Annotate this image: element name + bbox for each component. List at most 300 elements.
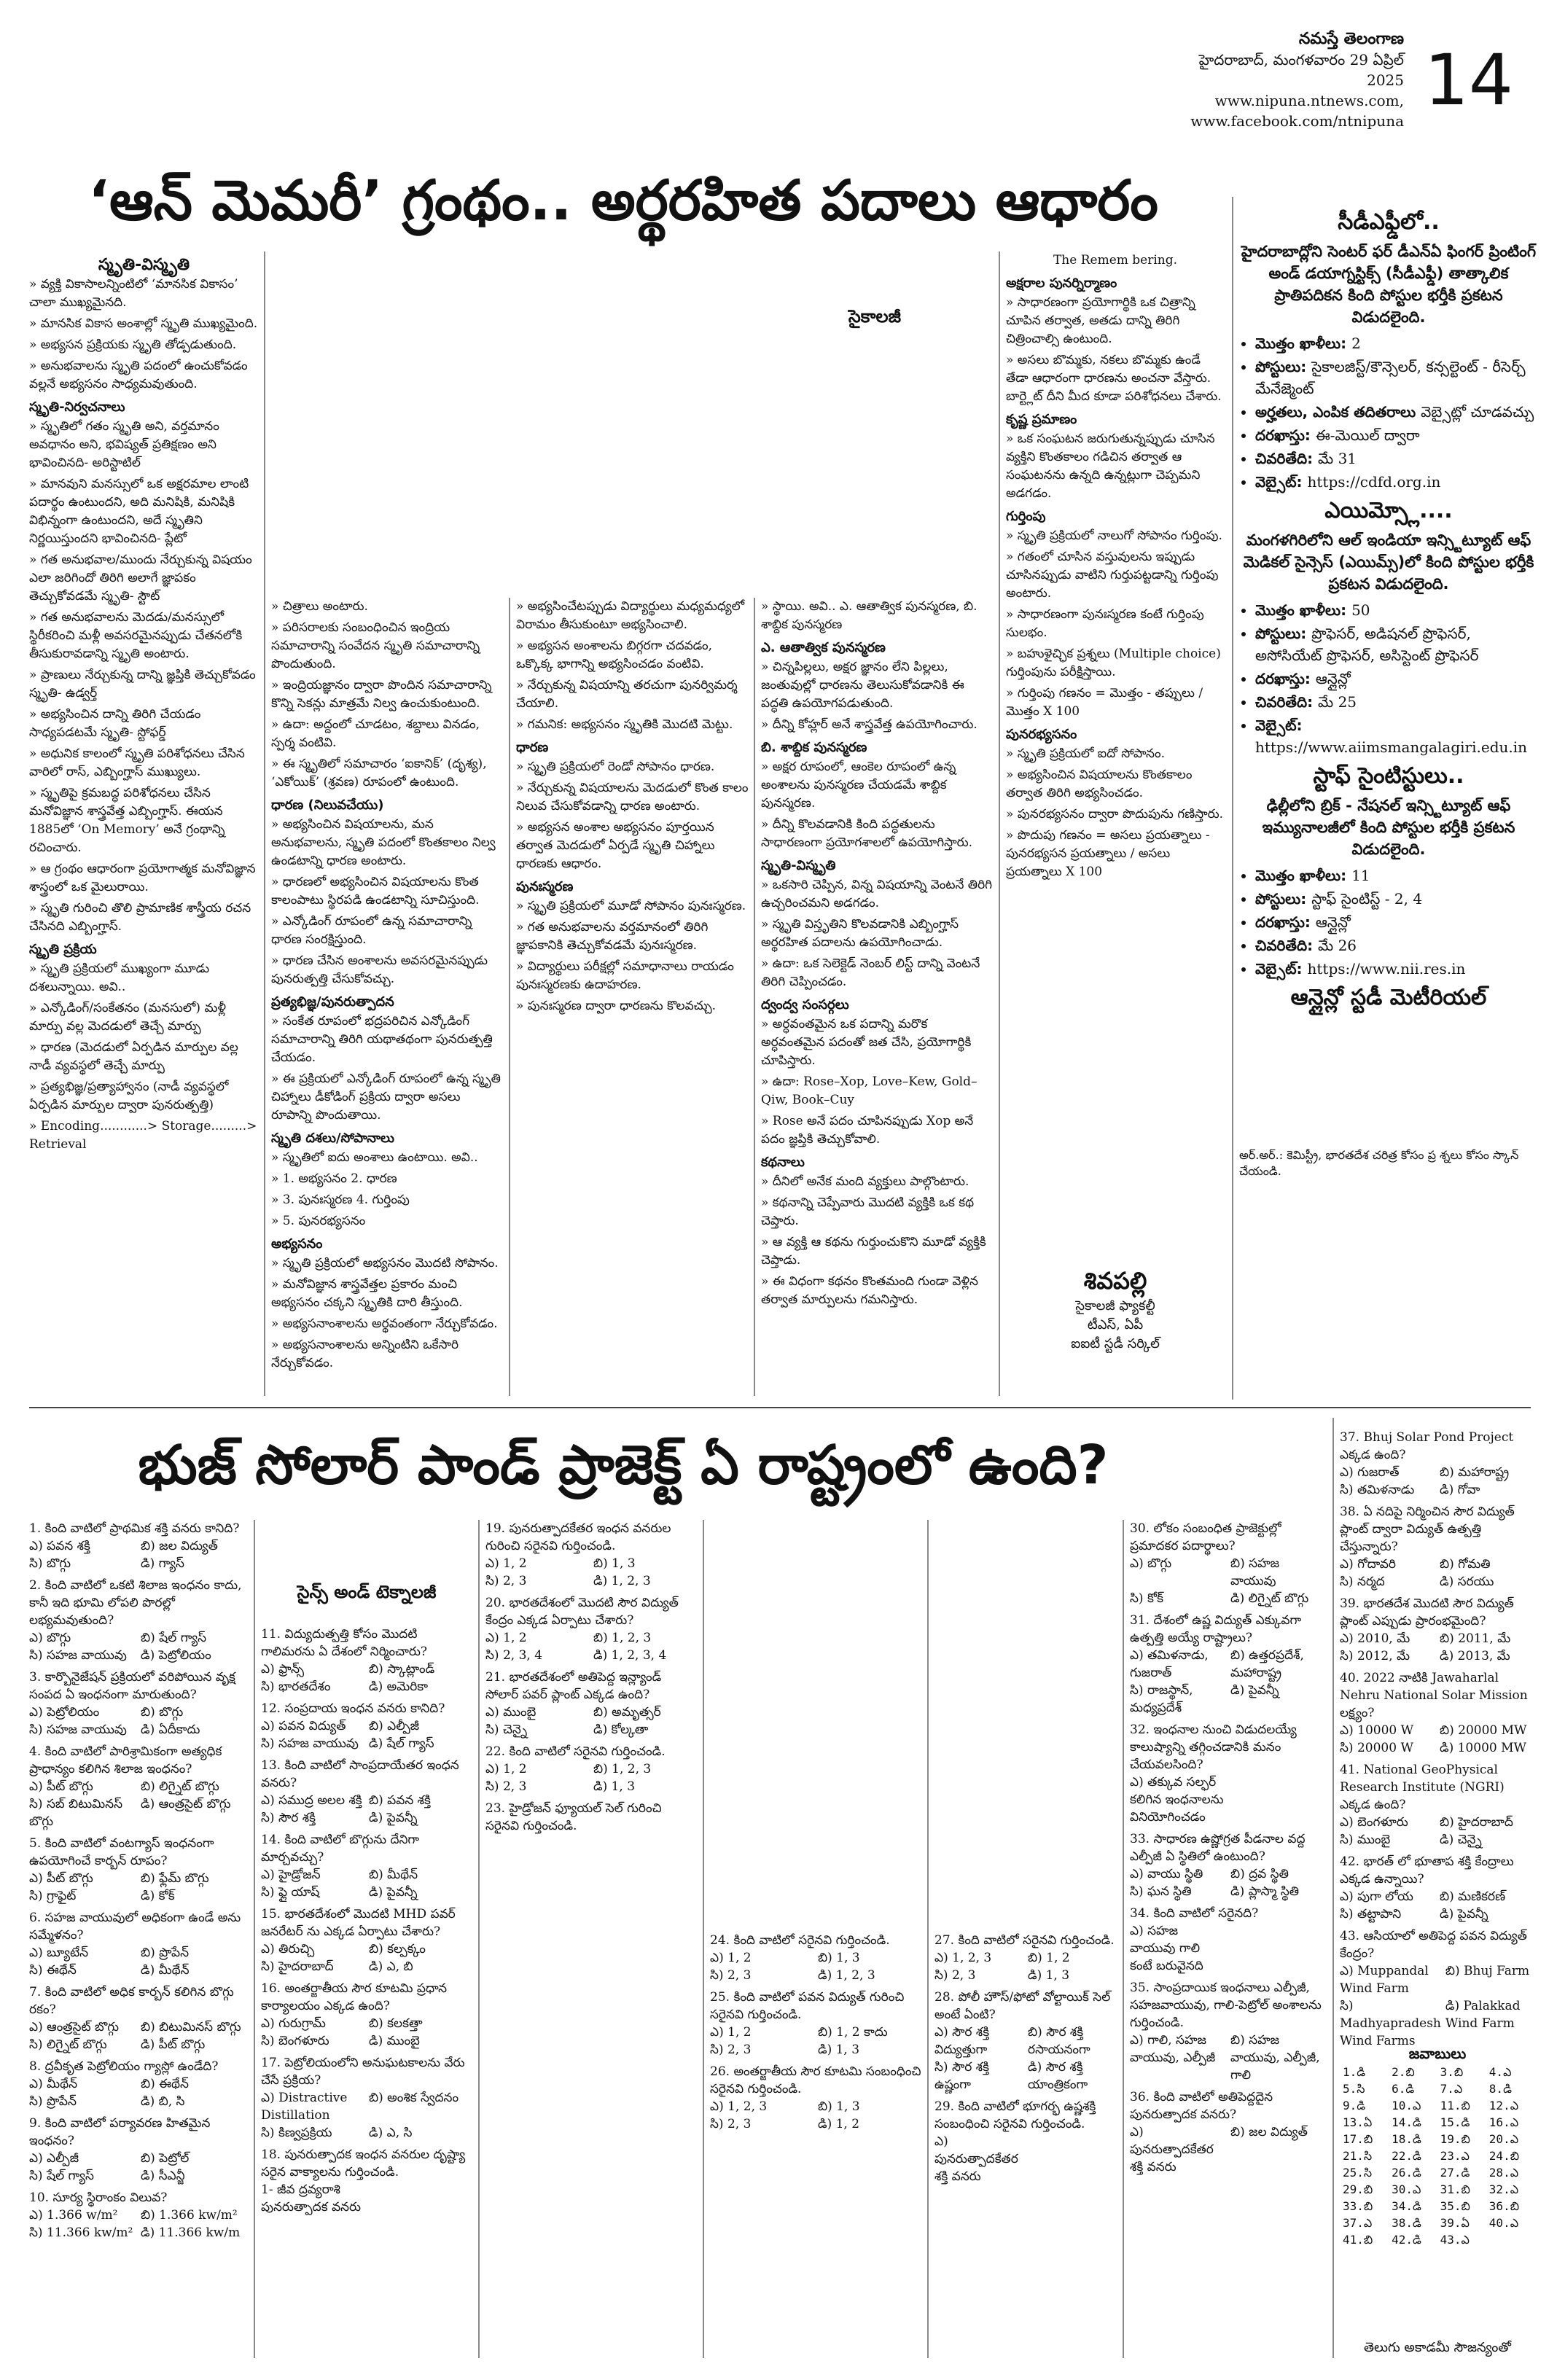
- question-text: 23. హైడ్రోజన్ ఫ్యూయల్ సెల్ గురించి సరైనవి గుర్తించండి.: [485, 1801, 662, 1833]
- paragraph: » స్మృతి ప్రక్రియలో నాలుగో సోపానం గుర్తింపు.: [1006, 528, 1222, 543]
- author-name: శివపల్లి: [1083, 1267, 1147, 1295]
- answer-cell: 18.డి: [1392, 2132, 1421, 2146]
- question-option: బి) ద్రవ స్థితి: [1230, 1867, 1289, 1881]
- quiz-question: [1130, 1612, 1327, 1717]
- paragraph: » స్మృతిపై క్రమబద్ధ పరిశోధనలు చేసిన మనోవిజ్ఞాన శాస్త్రవేత్త ఎబ్బింగ్హాస్. ఈయన 1885లో ‘On Memory’ అనే గ్రంథాన్ని రచించారు.: [29, 786, 225, 855]
- psych-col3b-list: [516, 758, 749, 873]
- psych-col-1: [29, 251, 259, 1396]
- paragraph: » Rose అనే పదం చూపినప్పుడు Xop అనే పదం జ్ఞప్తికి తెచ్చుకోవాలి.: [761, 1114, 974, 1147]
- paragraph: » స్మృతి ప్రక్రియలో ఐదో సోపానం.: [1006, 746, 1166, 761]
- job-detail-item: • అర్హతలు, ఎంపిక తదితరాలు వెబ్సైట్లో చూడవచ్చు: [1255, 401, 1538, 423]
- question-option: సి) 2, 3: [710, 2117, 752, 2131]
- question-option: బి) జల విద్యుత్: [1230, 2125, 1308, 2139]
- answer-cell: 16.ఎ: [1488, 2115, 1519, 2129]
- question-option: సి) Madhyapradesh Wind Farms: [1340, 1999, 1441, 2048]
- paragraph: » 1. అభ్యసనం 2. ధారణ: [271, 1171, 397, 1186]
- answer-cell: 3.బి: [1440, 2065, 1464, 2079]
- question-option: డి) Palakkad Wind Farm: [1445, 1999, 1521, 2031]
- question-text: 22. కింది వాటిలో సరైనవి గుర్తించండి.: [485, 1744, 666, 1759]
- answer-cell: 8.డి: [1488, 2082, 1512, 2096]
- quiz-question: [29, 1743, 248, 1830]
- psych-col4-sub5: కథనాలు: [761, 1155, 805, 1170]
- paragraph: » స్మృతి ప్రక్రియలో ముఖ్యంగా మూడు దశలున్నాయి. అవి..: [29, 961, 210, 994]
- paragraph: » చిన్నపిల్లలు, అక్షర జ్ఞానం లేని పిల్లలు, జంతువుల్లో ధారణను తెలుసుకోవడానికి ఈ పద్ధతి ఉపయోగపడుతుంది.: [761, 660, 964, 711]
- question-option: బి) 1, 2 కాదు: [818, 2025, 888, 2040]
- question-text: 9. కింది వాటిలో పర్యావరణ హితమైన ఇంధనం?: [29, 2116, 211, 2148]
- science-col-3: [485, 1520, 697, 2358]
- psych-col5-top: The Remem bering.: [1053, 253, 1178, 268]
- answer-cell: 19.బి: [1440, 2132, 1470, 2146]
- quiz-question: [1130, 1721, 1327, 1826]
- psych-col-2: [271, 598, 504, 1396]
- psych-col1-title: స్మృతి-విస్మృతి: [98, 256, 190, 274]
- psych-col4d-list: [761, 876, 994, 991]
- quiz-question: [485, 1520, 697, 1590]
- paragraph: » Encoding............> Storage.........> Retrieval: [29, 1119, 257, 1152]
- answer-cell: 22.డి: [1392, 2149, 1421, 2163]
- job-detail-item: • పోస్టులు: స్టాఫ్ సైంటిస్ట్ - 2, 4: [1255, 888, 1538, 910]
- paragraph: » అభ్యసించిన దాన్ని తిరిగి చేయడం సాధ్యపడటమే స్మృతి- స్టోఫర్డ్: [29, 707, 201, 740]
- psych-col1-list: [29, 276, 259, 394]
- question-option: సి) 11.366 kw/m²: [29, 2225, 133, 2240]
- question-option: సి) రాజస్థాన్, మధ్యప్రదేశ్: [1130, 1683, 1193, 1715]
- jobs-block1-org: హైదరాబాద్లోని సెంటర్ ఫర్ డీఎన్ఏ ఫింగర్ ప్రింటింగ్ అండ్ డయాగ్నస్టిక్స్ (సీడీఎఫ్డీ) తాత్కాలిక ప్రాతిపదికన కింది పోస్టుల భర్తీకి ప్రకటన విడుదలైంది.: [1241, 243, 1537, 326]
- column-divider: [1332, 1418, 1334, 2358]
- question-text: 38. ఏ నదిపై నిర్మించిన సౌర విద్యుత్ ప్లాంట్ ద్వారా విద్యుత్ ఉత్పత్తి చేస్తున్నారు?: [1340, 1505, 1515, 1554]
- question-option: బి) 1, 3: [593, 1556, 636, 1571]
- column-divider: [254, 1520, 255, 2358]
- question-option: బి) 2011, మే: [1440, 1631, 1511, 1646]
- question-option: ఎ) పీట్ బొగ్గు: [29, 1871, 93, 1886]
- question-option: బి) 1, 2, 3: [593, 1631, 652, 1645]
- psych-col2-sub3: స్మృతి దశలు/సోపానాలు: [271, 1131, 394, 1146]
- question-option: డి) ఆంత్రసైట్ బొగ్గు: [141, 1797, 231, 1811]
- answer-row: [1340, 2097, 1535, 2114]
- jobs-block1-title: సీడీఎఫ్డీలో..: [1338, 209, 1440, 235]
- paragraph: » అభ్యసన ప్రక్రియకు స్మృతి తోడ్పడుతుంది.: [29, 338, 237, 352]
- paragraph: » స్మృతి విస్తృతిని కొలవడానికి ఎబ్బింగ్హాస్ అర్థరహిత పదాలను ఉపయోగించాడు.: [761, 917, 959, 950]
- answer-cell: 7.ఎ: [1440, 2082, 1463, 2096]
- question-text: 13. కింది వాటిలో సాంప్రదాయేతర ఇంధన వనరు?: [261, 1758, 459, 1790]
- question-option: ఎ) Distractive Distillation: [261, 2091, 348, 2123]
- quiz-question: [1130, 1905, 1327, 1975]
- paragraph: » స్మృతి ప్రక్రియలో మూడో సోపానం పునఃస్మరణ.: [516, 899, 746, 913]
- question-text: 15. భారతదేశంలో మొదటి MHD పవర్ జనరేటర్ ను ఎక్కడ ఏర్పాటు చేశారు?: [261, 1907, 456, 1939]
- answer-row: [1340, 2064, 1535, 2080]
- job-detail-item: • వెబ్సైట్: https://cdfd.org.in: [1255, 471, 1538, 493]
- psych-col-3: [516, 598, 749, 1396]
- paragraph: » పునరభ్యసనం ద్వారా పొదుపును గణిస్తారు.: [1006, 807, 1224, 822]
- paragraph: » ఎన్కోడింగ్ రూపంలో ఉన్న సమాచారాన్ని ధారణ సంరక్షిస్తుంది.: [271, 914, 472, 947]
- question-option: డి) సరయు: [1440, 1575, 1494, 1589]
- paragraph: » ప్రత్యభిజ్ఞ/ప్రత్యాహ్వానం (నాడీ వ్యవస్థలో ఏర్పడిన మార్పుల ద్వారా పునరుత్పత్తి): [29, 1080, 229, 1112]
- answer-cell: 13.ఏ: [1343, 2115, 1373, 2129]
- question-option: సి) 2, 3: [485, 1779, 527, 1794]
- psych-col5-sub3: గుర్తింపు: [1006, 509, 1046, 524]
- question-option: బి) మణికరణ్: [1440, 1889, 1506, 1904]
- author-byline: [1013, 1265, 1217, 1354]
- psych-col5-sub2: కృష్ణ ప్రమాణం: [1006, 412, 1077, 427]
- question-option: బి) 1.366 kw/m²: [141, 2208, 238, 2223]
- question-option: సి) బొగ్గు: [29, 1556, 71, 1571]
- jobs-block3-list: [1239, 865, 1538, 980]
- question-option: బి) లిగ్నైట్ బొగ్గు: [141, 1779, 219, 1794]
- paragraph: » అభ్యసించిన విషయాలను కొంతకాలం తర్వాత తిరిగి అభ్యసించడం.: [1006, 768, 1193, 800]
- question-option: డి) అమెరికా: [369, 1679, 429, 1694]
- question-text: 43. ఆసియాలో అతిపెద్ద పవన విద్యుత్ కేంద్రం?: [1340, 1929, 1527, 1961]
- answer-cell: [1486, 2231, 1535, 2248]
- answer-cell: 35.బి: [1440, 2199, 1470, 2213]
- quiz-question: [29, 2115, 248, 2185]
- question-option: ఎ) 1, 2: [485, 1631, 527, 1645]
- question-option: బి) ఎల్పీజీ: [369, 1719, 420, 1733]
- answer-cell: 41.బి: [1343, 2233, 1373, 2247]
- question-text: 18. పునరుత్పాదక ఇంధన వనరుల దృష్ట్యా సరైన వాక్యాలను గుర్తించండి.: [261, 2147, 466, 2180]
- author-line3: ఐఐటీ స్టడీ సర్కిల్: [1071, 1336, 1160, 1351]
- question-text: 11. విద్యుదుత్పత్తి కోసం మొదటి గాలిమరను ఏ దేశంలో నిర్మించారు?: [261, 1627, 427, 1659]
- question-option: ఎ) బొగ్గు: [1130, 1556, 1172, 1571]
- question-option: ఎ) 2010, మే: [1340, 1631, 1410, 1646]
- quiz-question: [710, 2063, 921, 2133]
- question-option: డి) మీథేన్: [141, 1963, 190, 1978]
- paragraph: » స్మృతి ప్రక్రియలో అభ్యసనం మొదటి సోపానం.: [271, 1256, 499, 1271]
- paragraph: » ఉదా: అద్దంలో చూడటం, శబ్దాలు వినడం, స్పర్శ వంటివి.: [271, 717, 480, 750]
- question-option: బి) సహజ వాయువు: [1230, 1556, 1280, 1588]
- question-text: 33. సాధారణ ఉష్ణోగ్రత పీడనాల వద్ద ఎల్పీజీ ఏ స్థితిలో ఉంటుంది?: [1130, 1832, 1306, 1864]
- question-option: బి) మీథేన్: [369, 1868, 418, 1882]
- quiz-question: [29, 1909, 248, 1979]
- quiz-question: [29, 1520, 248, 1572]
- paragraph: » ధారణలో అభ్యసించిన విషయాలను కొంత కాలంపాటు స్థిరపడి ఉండటాన్ని సూచిస్తుంది.: [271, 875, 480, 908]
- question-option: సి) 2, 3: [710, 1968, 752, 1983]
- answer-cell: 11.బి: [1440, 2099, 1470, 2112]
- question-option: ఎ) గాలి, సహజ వాయువు, ఎల్పీజీ: [1130, 2033, 1216, 2065]
- question-option: సి) ఫ్లై యాష్: [261, 1885, 320, 1900]
- column-divider: [1232, 197, 1233, 1400]
- quiz-question: [29, 1669, 248, 1739]
- question-option: బి) 1, 3: [818, 2099, 860, 2114]
- question-option: ఎ) ఆంత్రసైట్ బొగ్గు: [29, 2020, 120, 2034]
- psych-col4e-list: [761, 1015, 994, 1149]
- masthead-date: హైదరాబాద్, మంగళవారం 29 ఏప్రిల్ 2025: [1198, 51, 1404, 89]
- answer-row: [1340, 2147, 1535, 2164]
- question-option: సి) 2012, మే: [1340, 1649, 1410, 1663]
- job-detail-item: • మొత్తం ఖాళీలు: 11: [1255, 865, 1538, 886]
- psych-col-5: [1006, 251, 1225, 1265]
- quiz-question: [485, 1800, 697, 1835]
- question-option: డి) పైవన్నీ: [1230, 1683, 1279, 1698]
- answer-cell: 43.ఎ: [1440, 2233, 1470, 2247]
- question-option: ఎ) బెంగళూరు: [1340, 1815, 1408, 1830]
- science-col-6: [1130, 1520, 1327, 2358]
- answer-row: [1340, 2080, 1535, 2097]
- question-option: డి) బి, సి: [141, 2094, 185, 2109]
- psych-col3-sub2: పునఃస్మరణ: [516, 879, 574, 894]
- answer-cell: 9.డి: [1343, 2099, 1366, 2112]
- psych-col4c-list: [761, 758, 994, 852]
- question-option: సి) లిగ్నైట్ బొగ్గు: [29, 2037, 107, 2052]
- question-text: 2. కింది వాటిలో ఒకటి శిలాజ ఇంధనం కాదు, కానీ ఇది భూమి లోపలి పొరల్లో లభ్యమవుతుంది?: [29, 1578, 242, 1628]
- paragraph: » గత అనుభవాలను మెదడు/మనస్సులో స్థిరీకరించి మళ్లీ అవసరమైనప్పుడు చేతనలోకి తీసుకురావడాన్ని స్మృతి అంటారు.: [29, 610, 243, 661]
- answer-cell: 4.ఎ: [1488, 2065, 1512, 2079]
- question-option: డి) ముంబై: [369, 2034, 420, 2048]
- paragraph: » స్థాయి. అవి.. ఎ. ఆతాత్విక పునస్మరణ, బి. శాబ్దిక పునస్మరణ: [761, 599, 977, 632]
- question-option: బి) కల్పక్కం: [369, 1942, 426, 1956]
- question-option: ఎ) పవన శక్తి: [29, 1539, 90, 1553]
- job-detail-item: • మొత్తం ఖాళీలు: 2: [1255, 332, 1538, 354]
- question-text: 14. కింది వాటిలో బొగ్గును దేనిగా మార్చవచ్చు?: [261, 1833, 420, 1865]
- question-option: సి) కిణ్వప్రక్రియ: [261, 2126, 332, 2140]
- question-option: సి) తమిళనాడు: [1340, 1483, 1415, 1497]
- psych-col3-sub1: ధారణ: [516, 740, 549, 755]
- paragraph: » అనుభవాలను స్మృతి పదంలో ఉంచుకోవడం వల్లనే అభ్యసనం సాధ్యమవుతుంది.: [29, 359, 248, 391]
- paragraph: » 3. పునఃస్మరణ 4. గుర్తింపు: [271, 1193, 410, 1207]
- question-option: ఎ) పెట్రోలియం: [29, 1705, 100, 1720]
- quiz-question: [1340, 1761, 1535, 1849]
- question-option: ఎ) మీథేన్: [29, 2077, 78, 2091]
- psych-col5c-list: [1006, 527, 1225, 721]
- quiz-question: [261, 2054, 472, 2142]
- answer-cell: 23.ఎ: [1440, 2149, 1470, 2163]
- question-option: బి) పవన శక్తి: [369, 1793, 431, 1808]
- question-text: 39. భారతదేశ మొదటి సౌర విద్యుత్ ప్లాంట్ ఎప్పుడు ప్రారంభమైంది?: [1340, 1596, 1514, 1628]
- question-option: ఎ) తమిళనాడు, గుజరాత్: [1130, 1648, 1209, 1680]
- question-text: 26. అంతర్జాతీయ సౌర కూటమి సంబంధించి సరైనవి గుర్తించండి.: [710, 2064, 921, 2096]
- column-divider: [703, 1520, 704, 2358]
- answer-cell: 10.ఎ: [1392, 2099, 1421, 2112]
- psych-col4-sub3: స్మృతి-విస్మృతి: [761, 858, 836, 873]
- answer-cell: 39.ఏ: [1440, 2216, 1470, 2230]
- answer-cell: 33.బి: [1343, 2199, 1373, 2213]
- question-option: సి) సౌర శక్తి ఉష్ణంగా: [934, 2060, 989, 2092]
- paragraph: » అధునిక కాలంలో స్మృతి పరిశోధనలు చేసిన వారిలో రాస్, ఎబ్బింగ్హాస్ ముఖ్యులు.: [29, 746, 245, 779]
- headline-psychology: ‘ఆన్ మెమరీ’ గ్రంథం.. అర్థరహిత పదాలు ఆధారం: [88, 168, 1158, 233]
- question-text: 3. కార్బొనైజేషన్ ప్రక్రియలో వరిపోయిన వృక్ష సంపద ఏ ఇంధనంగా మారుతుంది?: [29, 1670, 235, 1702]
- answer-row: [1340, 2114, 1535, 2131]
- quiz-question: [29, 1983, 248, 2053]
- masthead-brand: నమస్తే తెలంగాణ: [1298, 30, 1404, 48]
- quiz-question: [1130, 1520, 1327, 1607]
- jobs-sidebar: [1239, 204, 1538, 1400]
- question-option: సి) చెన్నై: [485, 1722, 528, 1737]
- psych-col1-sub1: స్మృతి-నిర్వచనాలు: [29, 399, 125, 415]
- question-option: బి) బొగ్గు: [141, 1705, 184, 1720]
- psych-col2-sub1: ధారణ (నిలువచేయు): [271, 797, 384, 813]
- quiz-question: [1130, 1979, 1327, 2084]
- question-text: 31. దేశంలో ఉష్ణ విద్యుత్ ఎక్కువగా ఉత్పత్తి అయ్యే రాష్ట్రాలు?: [1130, 1613, 1302, 1645]
- question-text: 21. భారతదేశంలో అతిపెద్ద ఇన్ల్యాండ్ సోలార్ పవర్ ప్లాంట్ ఎక్కడ ఉంది?: [485, 1670, 662, 1702]
- question-option: డి) 1, 3: [818, 2042, 860, 2057]
- question-option: ఎ) 1, 2, 3: [710, 2099, 768, 2114]
- quiz-question: [261, 1700, 472, 1752]
- question-text: 16. అంతర్జాతీయ సౌర కూటమి ప్రధాన కార్యాలయం ఎక్కడ ఉంది?: [261, 1981, 448, 2013]
- psych-col2-sub4: అభ్యసనం: [271, 1236, 323, 1252]
- author-line1: సైకాలజీ ఫ్యాకల్టీ: [1075, 1298, 1155, 1314]
- question-option: బి) అమృత్సర్: [593, 1705, 661, 1720]
- question-text: 6. సహజ వాయువులో అధికంగా ఉండే అను సమ్మేళనం?: [29, 1911, 241, 1943]
- answer-row: [1340, 2164, 1535, 2181]
- quiz-question: [1340, 1927, 1535, 2050]
- question-option: బి) హైదరాబాద్: [1440, 1815, 1513, 1830]
- question-option: సి) షేల్ గ్యాస్: [29, 2169, 94, 2183]
- question-text: 7. కింది వాటిలో అధిక కార్బన్ కలిగిన బొగ్గు రకం?: [29, 1985, 234, 2017]
- jobs-block3-org: ఢిల్లీలోని బ్రిక్ - నేషనల్ ఇన్స్టిట్యూట్ ఆఫ్ ఇమ్యునాలజీలో కింది పోస్టుల భర్తీకి ప్రకటన విడుదలైంది.: [1262, 797, 1515, 858]
- answer-cell: 5.సి: [1343, 2082, 1365, 2096]
- author-line2: టీఎస్, ఏపీ: [1087, 1317, 1144, 1333]
- question-option: సి) హైదరాబాద్: [261, 1959, 334, 1974]
- paragraph: » గత అనుభవాల/ముందు నేర్చుకున్న విషయం ఎలా జరిగిందో తిరిగి అలాగే జ్ఞాపకం తెచ్చుకోవడమే స్మృతి- స్టౌట్: [29, 553, 252, 604]
- answer-cell: 20.ఎ: [1488, 2132, 1519, 2146]
- question-option: డి) సీఎన్జీ: [141, 2169, 185, 2183]
- question-option: డి) ప్లాస్మా స్థితి: [1230, 1884, 1300, 1899]
- psych-col4f-list: [761, 1173, 994, 1309]
- answer-cell: 6.డి: [1392, 2082, 1415, 2096]
- job-detail-item: • మొత్తం ఖాళీలు: 50: [1255, 599, 1538, 621]
- psych-col-4: [761, 598, 994, 1396]
- paragraph: » స్మృతిలో ఐదు అంశాలు ఉంటాయి. అవి..: [271, 1150, 478, 1165]
- question-option: ఎ) 1, 2: [710, 1951, 752, 1965]
- quiz-question: [29, 2189, 248, 2242]
- question-option: ఎ) సహజ వాయువు గాలి కంటే బరువైనది: [1130, 1924, 1203, 1973]
- quiz-question: [934, 2098, 1117, 2185]
- answer-cell: 38.డి: [1392, 2216, 1421, 2230]
- question-option: సి) బెంగళూరు: [261, 2034, 329, 2048]
- masthead-site[interactable]: www.nipuna.ntnews.com,: [1214, 92, 1404, 109]
- paragraph: » అభ్యసన అంశాల అభ్యసనం పూర్తయిన తర్వాత మెదడులో ఏర్పడే స్మృతి చిహ్నాలు ధారణకు ఆధారం.: [516, 820, 715, 871]
- psych-col4-sub2: బి. శాబ్దిక పునస్మరణ: [761, 740, 867, 755]
- answer-cell: 17.బి: [1343, 2132, 1373, 2146]
- question-option: సి) సహజ వాయువు: [29, 1722, 127, 1737]
- question-option: ఎ) ఎల్పీజీ: [29, 2151, 79, 2166]
- question-option: డి) లిగ్నైట్ బొగ్గు: [1230, 1591, 1309, 1606]
- question-option: సి) సబ్ బిటుమినస్ బొగ్గు: [29, 1797, 123, 1829]
- question-text: 42. భారత్ లో భూతాప శక్తి కేంద్రాలు ఎక్కడ ఉన్నాయి?: [1340, 1854, 1514, 1887]
- paragraph: » అక్షర రూపంలో, ఆంకెల రూపంలో ఉన్న అంశాలను పునస్మరణ చేయడమే శాబ్దిక పునస్మరణ.: [761, 760, 956, 811]
- question-option: సి) ముంబై: [1340, 1833, 1391, 1847]
- masthead: [1185, 29, 1404, 131]
- paragraph: » కథనాన్ని చెప్పేవారు మొదటి వ్యక్తికి ఒక కథ చెప్తారు.: [761, 1195, 975, 1228]
- question-option: సి) నర్మద: [1340, 1575, 1385, 1589]
- question-option: బి) బిటుమినస్ బొగ్గు: [141, 2020, 241, 2034]
- job-detail-item: • దరఖాస్తు: ఆన్లైన్లో: [1255, 911, 1538, 933]
- job-detail-item: • దరఖాస్తు: ఆన్లైన్లో: [1255, 668, 1538, 690]
- question-option: ఎ) తక్కువ సల్ఫర్ కలిగిన ఇంధనాలను వినియోగించడం: [1130, 1775, 1224, 1825]
- question-option: ఎ) 1, 2: [710, 2025, 752, 2040]
- question-option: సి) 2, 3: [710, 2042, 752, 2057]
- question-option: ఎ) 1.366 w/m²: [29, 2208, 118, 2223]
- science-col-5: [934, 1932, 1117, 2358]
- quiz-question: [29, 1577, 248, 1664]
- question-option: బి) ఫ్లేమ్ బొగ్గు: [141, 1871, 209, 1886]
- question-option: డి) పైవన్నీ: [1440, 1907, 1488, 1921]
- question-option: ఎ) సౌర శక్తి విద్యుత్తుగా: [934, 2025, 990, 2057]
- question-option: సి) సహజ వాయువు: [29, 1648, 127, 1663]
- question-option: ఎ) బొగ్గు: [29, 1631, 71, 1645]
- paragraph: » గతంలో చూసిన వస్తువులను ఇప్పుడు చూసినప్పుడు వాటిని గుర్తుపట్టడాన్ని గుర్తింపు అంటారు.: [1006, 550, 1219, 601]
- paragraph: » 5. పునరభ్యసనం: [271, 1214, 366, 1228]
- question-option: ఎ) గురుగ్రామ్: [261, 2016, 326, 2031]
- question-option: డి) ఎ, సి: [369, 2126, 413, 2140]
- question-text: 10. సూర్య స్థిరాంకం విలువ?: [29, 2190, 168, 2205]
- quiz-question: [261, 1626, 472, 1696]
- question-option: డి) 1, 2, 3: [818, 1968, 875, 1983]
- psych-col5d-list: [1006, 745, 1225, 881]
- paragraph: » మానసిక వికాస అంశాల్లో స్మృతి ముఖ్యమైంది.: [29, 316, 258, 331]
- question-option: డి) ఎ, బి: [369, 1959, 413, 1974]
- psych-col2e-list: [271, 1255, 504, 1373]
- quiz-question: [261, 1757, 472, 1827]
- paragraph: » ఉదా: Rose–Xop, Love–Kew, Gold–Qiw, Book–Cuy: [761, 1074, 977, 1107]
- masthead-facebook[interactable]: www.facebook.com/ntnipuna: [1190, 112, 1404, 130]
- paragraph: » పరిసరాలకు సంబంధించిన ఇంద్రియ సమాచారాన్ని సంవేదన స్మృతి సమాచారాన్ని పొందుతుంది.: [271, 620, 480, 671]
- question-text: 37. Bhuj Solar Pond Project ఎక్కడ ఉంది?: [1340, 1430, 1514, 1462]
- question-option: బి) మహారాష్ట్ర: [1440, 1465, 1510, 1480]
- question-option: ఎ) గుజరాత్: [1340, 1465, 1400, 1480]
- question-text: 32. ఇంధనాల నుంచి విడుదలయ్యే కాలుష్యాన్ని తగ్గించడానికి మనం చేయవలసింది?: [1130, 1722, 1297, 1772]
- paragraph: » విద్యార్థులు పరీక్షల్లో సమాధానాలు రాయడం పునఃస్మరణకు ఉదాహరణ.: [516, 959, 734, 992]
- question-option: ఎ) 1, 2, 3: [934, 1951, 992, 1965]
- job-detail-item: • వెబ్సైట్: https://www.nii.res.in: [1255, 958, 1538, 980]
- question-option: డి) 1, 2, 3: [593, 1574, 651, 1588]
- question-text: 4. కింది వాటిలో పారిశ్రామికంగా అత్యధిక ప్రాధాన్యం కలిగిన శిలాజ ఇంధనం?: [29, 1744, 222, 1776]
- answer-row: [1340, 2215, 1535, 2231]
- question-text: 8. ద్రవీకృత పెట్రోలియం గ్యాస్లో ఉండేది?: [29, 2059, 219, 2074]
- answer-cell: 25.సి: [1343, 2166, 1373, 2180]
- question-option: డి) చెన్నై: [1440, 1833, 1482, 1847]
- question-text: 27. కింది వాటిలో సరైనవి గుర్తించండి.: [934, 1933, 1115, 1948]
- question-text: 41. National GeoPhysical Research Institute (NGRI) ఎక్కడ ఉంది?: [1340, 1763, 1505, 1812]
- paragraph: » అర్ధవంతమైన ఒక పదాన్ని మరొక అర్ధవంతమైన పదంతో జత చేసి, ప్రయోగార్థికి చూపిస్తారు.: [761, 1017, 972, 1068]
- answer-cell: 12.ఎ: [1488, 2099, 1519, 2112]
- question-option: బి) 1, 2: [1028, 1951, 1070, 1965]
- question-option: సి) సహజ వాయువు: [261, 1736, 359, 1751]
- question-text: 1. కింది వాటిలో ప్రాథమిక శక్తి వనరు కానిది?: [29, 1521, 240, 1536]
- paragraph: » స్మృతిలో గతం స్మృతి అని, వర్తమానం అవధానం అని, భవిష్యత్ ప్రతిక్షణం అని భావించినది- అరిస్టాటిల్: [29, 419, 219, 470]
- answer-cell: 15.డి: [1440, 2115, 1470, 2129]
- quiz-question: [1340, 1503, 1535, 1591]
- psych-col1-sub2: స్మృతి ప్రక్రియ: [29, 942, 97, 957]
- psych-col2-list: [271, 598, 504, 792]
- question-option: డి) గోవా: [1440, 1483, 1480, 1497]
- column-divider: [509, 598, 510, 1396]
- question-option: డి) కోల్కతా: [593, 1722, 649, 1737]
- answer-cell: 26.డి: [1392, 2166, 1421, 2180]
- question-option: ఎ) ముంబై: [485, 1705, 536, 1720]
- question-option: సి) 2, 3: [485, 1574, 527, 1588]
- paragraph: » ఆ వ్యక్తి ఆ కథను గుర్తుంచుకొని మూడో వ్యక్తికి చెప్తాడు.: [761, 1235, 986, 1268]
- question-option: డి) పెట్రోలియం: [141, 1648, 211, 1663]
- paragraph: » ధారణ (మెదడులో ఏర్పడిన మార్పుల వల్ల నాడీ వ్యవస్థలో తెచ్చే మార్పు: [29, 1040, 238, 1073]
- question-option: బి) ఈథేన్: [141, 2077, 189, 2091]
- paragraph: » వ్యక్తి వికాసాలన్నింటిలో ‘మానసిక వికాసం’ చాలా ముఖ్యమైనది.: [29, 277, 238, 310]
- question-text: 28. పోలీ హౌస్/ఫోటో వోల్టాయిక్ సెల్ అంటే ఏంటి?: [934, 1990, 1111, 2022]
- science-section-label: సైన్స్ అండ్ టెక్నాలజీ: [297, 1582, 437, 1602]
- answer-cell: 21.సి: [1343, 2149, 1373, 2163]
- question-option: సి) కోక్: [1130, 1591, 1164, 1606]
- paragraph: » పునఃస్మరణ ద్వారా ధారణను కొలవచ్చు.: [516, 999, 717, 1013]
- question-option: బి) 1, 3: [818, 1951, 860, 1965]
- paragraph: » ఒకసారి చెప్పిన, విన్న విషయాన్ని వెంటనే తిరిగి ఉచ్చరించమని అడగడం.: [761, 878, 993, 910]
- column-divider: [754, 598, 755, 1396]
- question-option: బి) ఉత్తరప్రదేశ్, మహారాష్ట్ర: [1230, 1648, 1304, 1680]
- answer-cell: 29.బి: [1343, 2182, 1373, 2196]
- question-option: ఎ) Muppandal Wind Farm: [1340, 1964, 1429, 1996]
- column-divider: [1123, 1520, 1124, 2358]
- answer-cell: 30.ఎ: [1392, 2182, 1421, 2196]
- headline-science: భుజ్ సోలార్ పాండ్ ప్రాజెక్ట్ ఏ రాష్ట్రంలో ఉంది?: [138, 1434, 1109, 1497]
- question-option: ఎ) వాయు స్థితి: [1130, 1867, 1203, 1881]
- paragraph: » సాధారణంగా ప్రయోగార్థికి ఒక చిత్రాన్ని చూపిన తర్వాత, అతడు దాన్ని తిరిగి చిత్రించాల్సి ఉంటుంది.: [1006, 295, 1195, 346]
